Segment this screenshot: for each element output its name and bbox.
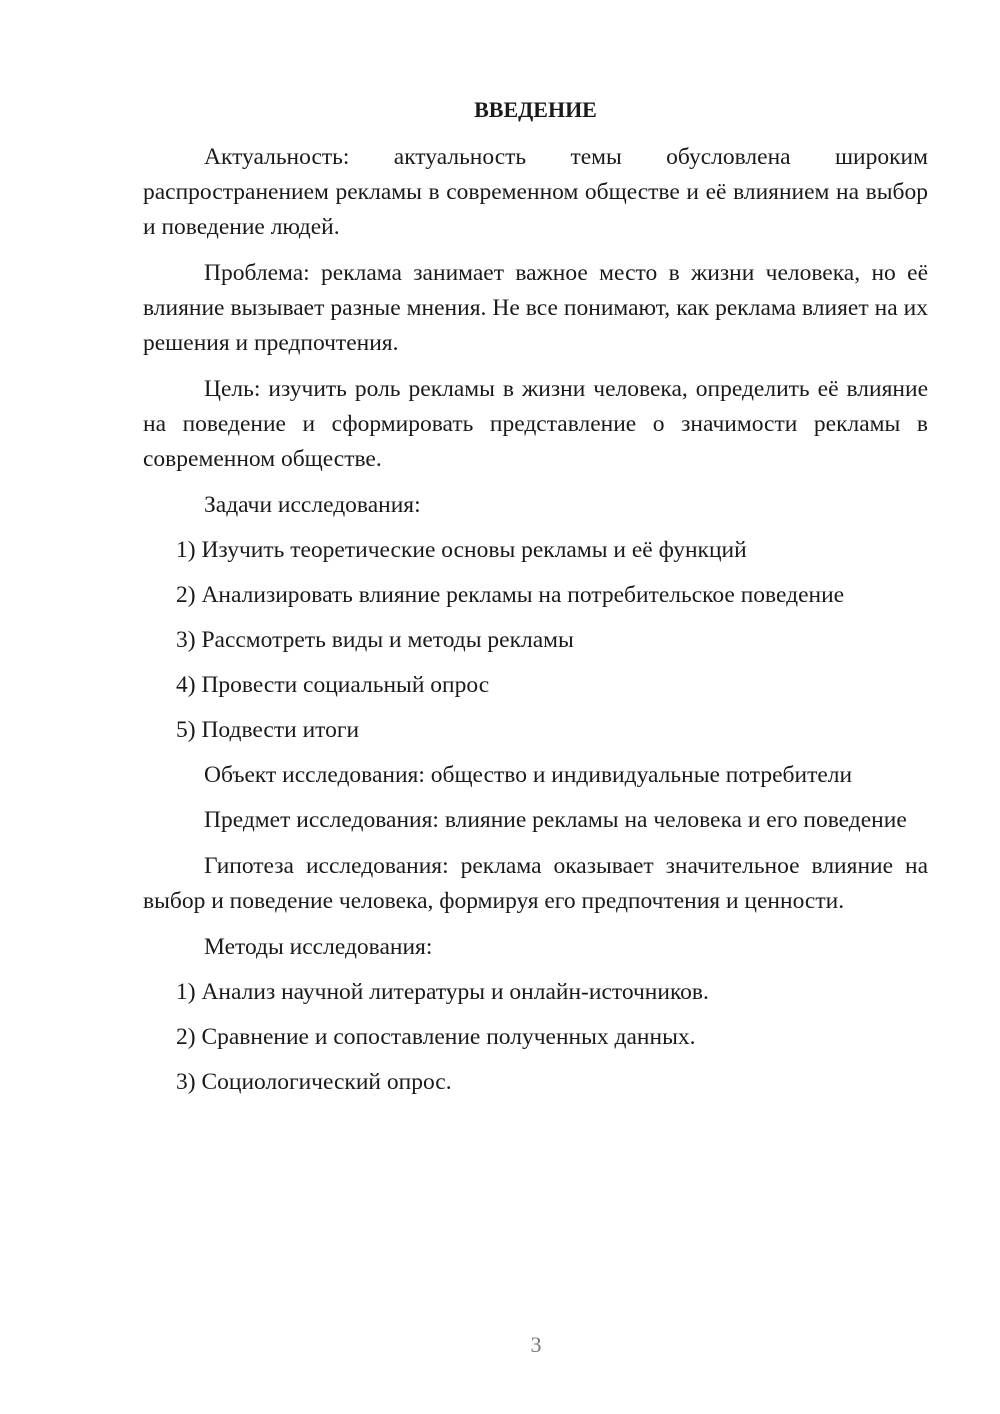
list-item: 3) Рассмотреть виды и методы рекламы <box>176 627 574 653</box>
hypothesis-paragraph: Гипотеза исследования: реклама оказывает значительное влияние на выбор и поведение человека, формируя его предпочтения и ценности. <box>143 853 928 914</box>
list-item: 5) Подвести итоги <box>176 717 360 743</box>
list-item: 1) Изучить теоретические основы рекламы и её функций <box>176 537 747 563</box>
list-item: 3) Социологический опрос. <box>176 1069 452 1095</box>
list-item: 4) Провести социальный опрос <box>176 672 490 698</box>
object-paragraph: Объект исследования: общество и индивидуальные потребители <box>204 762 853 788</box>
tasks-list <box>143 533 928 748</box>
list-item: 1) Анализ научной литературы и онлайн-источников. <box>176 979 709 1005</box>
methods-list <box>143 975 928 1100</box>
goal-paragraph: Цель: изучить роль рекламы в жизни человека, определить её влияние на поведение и сформировать представление о значимости рекламы в современном обществе. <box>143 376 928 472</box>
methods-heading: Методы исследования: <box>204 934 433 960</box>
relevance-paragraph: Актуальность: актуальность темы обусловлена широким распространением рекламы в современном обществе и её влиянием на выбор и поведение людей. <box>143 144 928 240</box>
list-item: 2) Сравнение и сопоставление полученных данных. <box>176 1024 696 1050</box>
list-item: 2) Анализировать влияние рекламы на потребительское поведение <box>176 582 845 608</box>
page-number: 3 <box>530 1332 542 1357</box>
section-title: ВВЕДЕНИЕ <box>474 97 597 122</box>
subject-paragraph: Предмет исследования: влияние рекламы на человека и его поведение <box>204 807 907 833</box>
problem-paragraph: Проблема: реклама занимает важное место в жизни человека, но её влияние вызывает разные мнения. Не все понимают, как реклама влияет на их решения и предпочтения. <box>143 260 928 356</box>
tasks-heading: Задачи исследования: <box>204 492 421 518</box>
page-content <box>143 92 928 1110</box>
